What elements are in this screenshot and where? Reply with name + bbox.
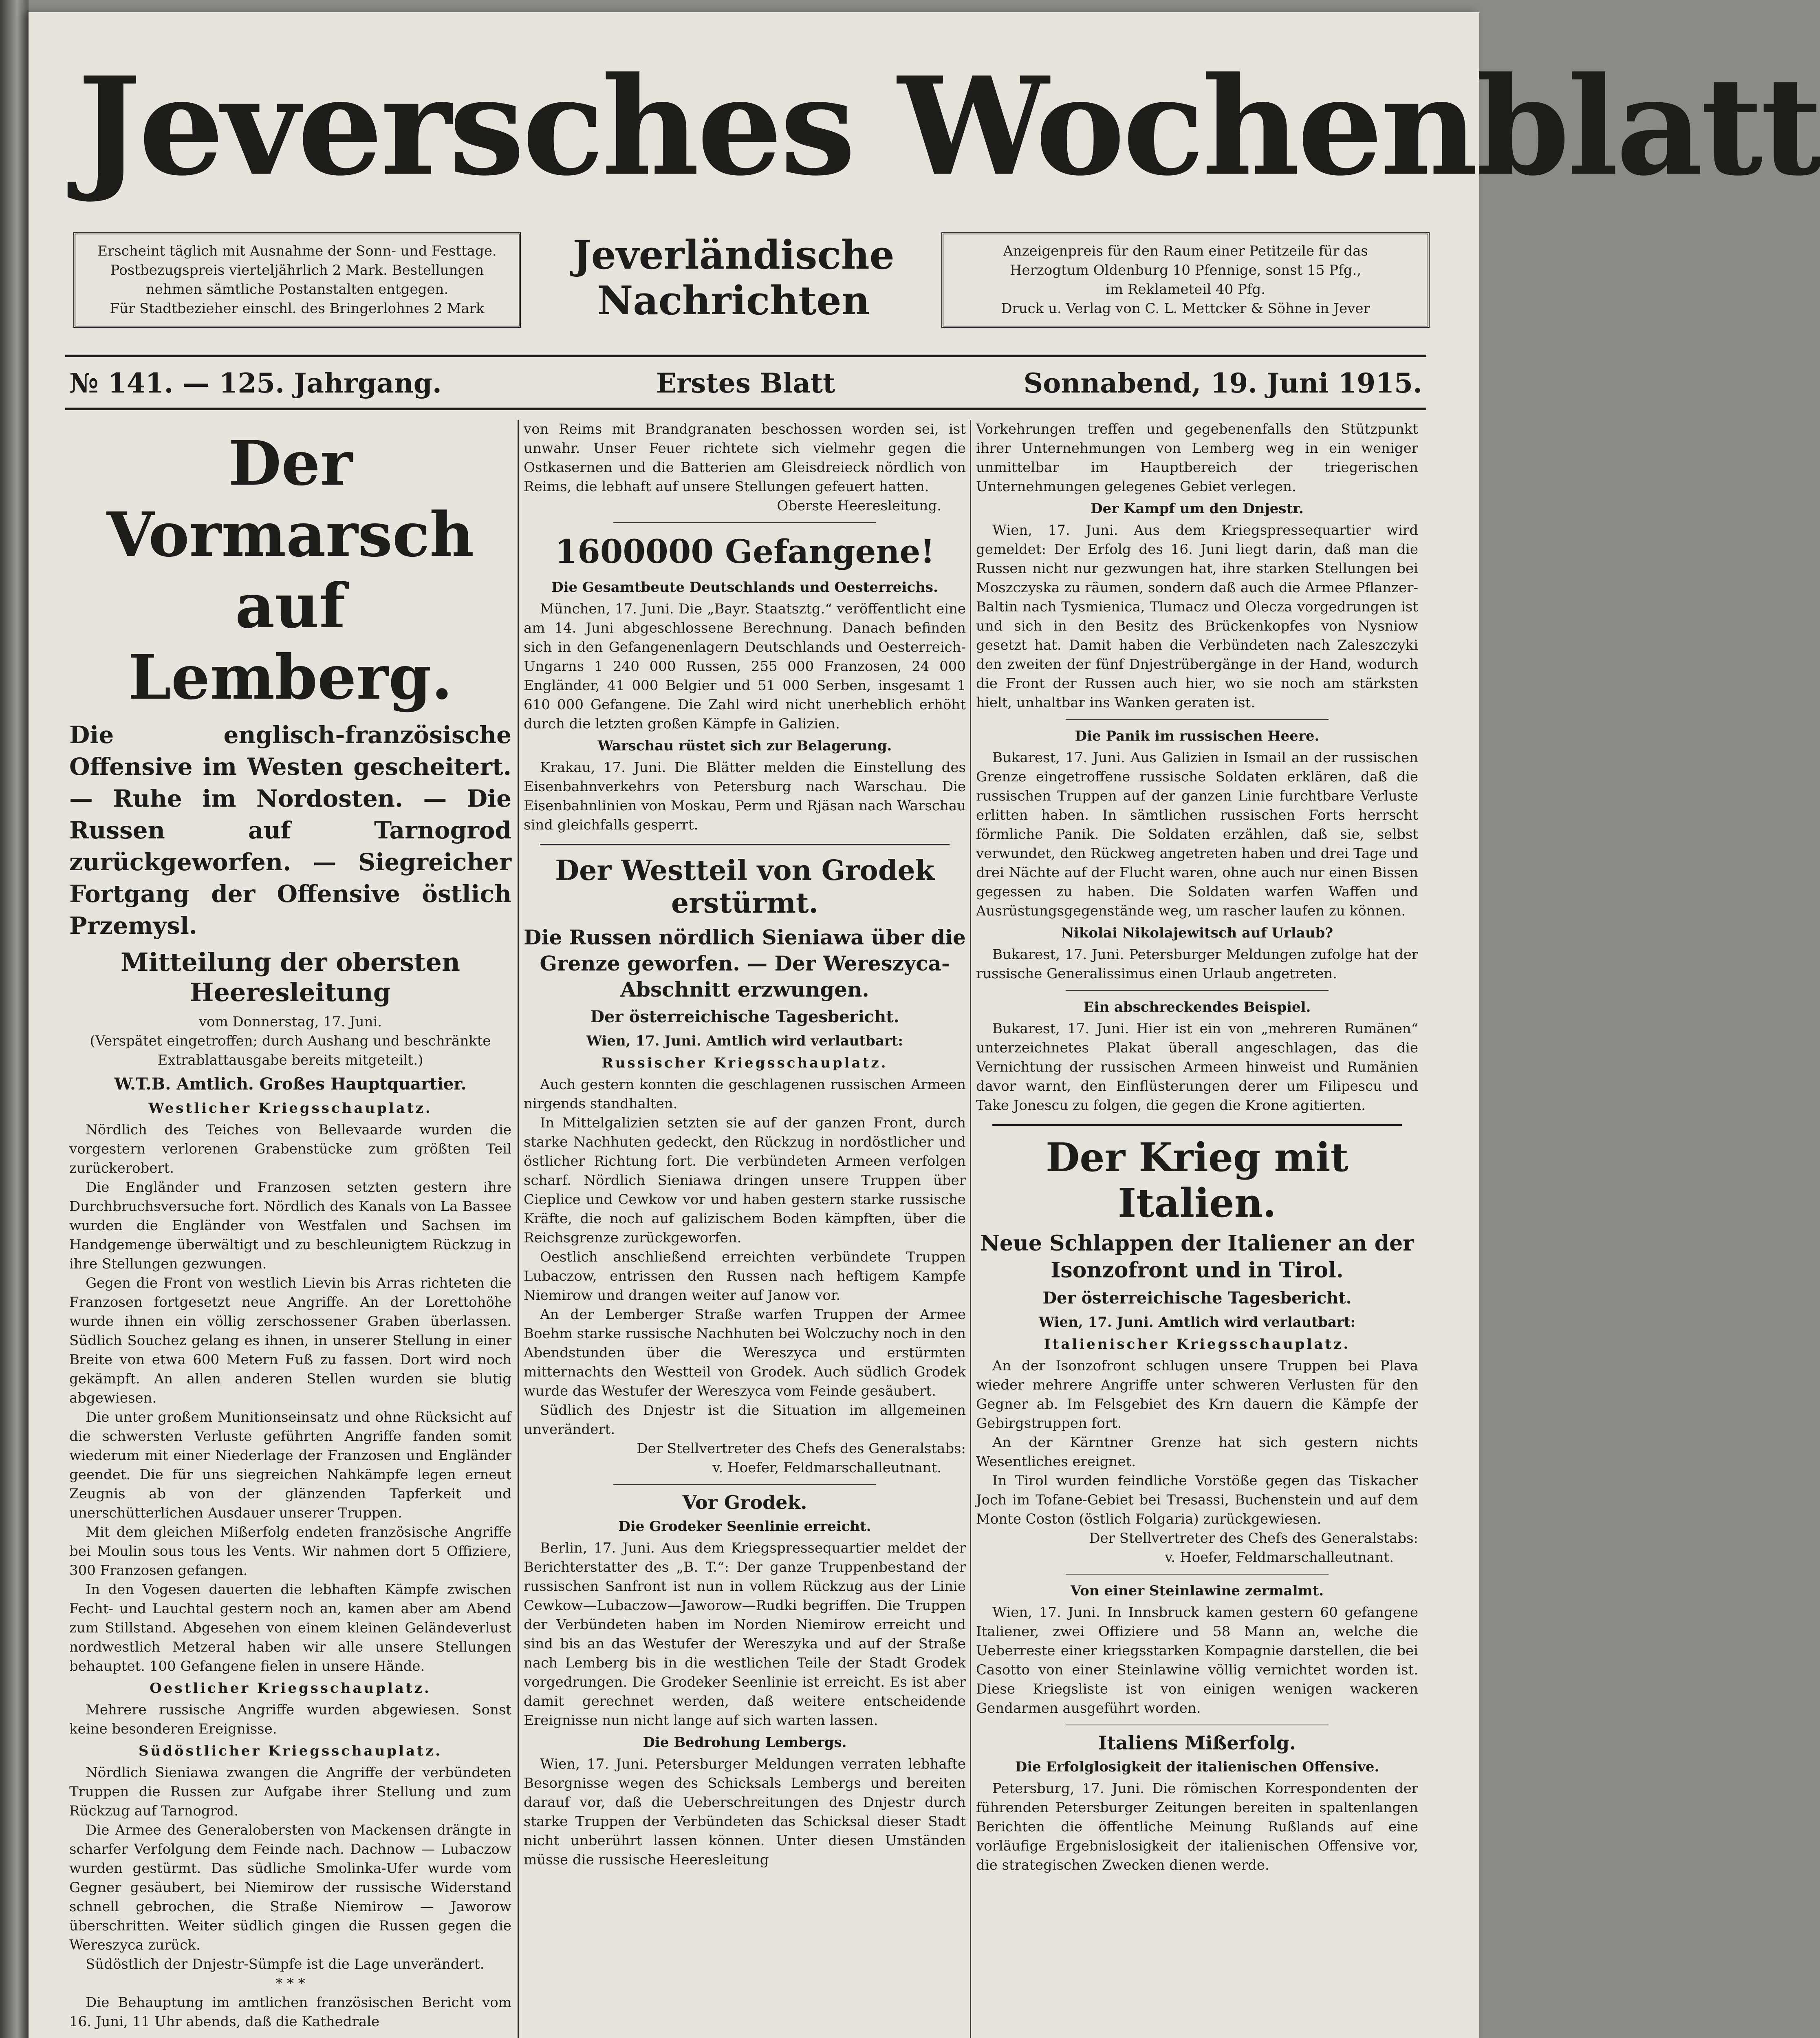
dateline-rule <box>65 408 1426 410</box>
article-headline: 1600000 Gefangene! <box>555 532 935 571</box>
article-paragraph: Auch gestern konnten die geschlagenen russischen Armeen nirgends standhalten. <box>524 1076 966 1112</box>
section-heading: Südöstlicher Kriegsschauplatz. <box>138 1743 443 1759</box>
article-paragraph: In Tirol wurden feindliche Vorstöße gegen das Tiskacher Joch im Tofane-Gebiet bei Tresassi, Buchenstein und auf dem Monte Coston (östlich Folgaria) zurückgewiesen. <box>976 1473 1418 1527</box>
article-paragraph: Wien, 17. Juni. In Innsbruck kamen gestern 60 gefangene Italiener, zwei Offiziere und 58 Mann an, welche die Ueberreste einer kriegsstarken Kompagnie darstellen, die bei Casotto von einer Steinlawine völlig vernichtet worden ist. Diese Kriegsliste ist von einigen wenigen wackeren Gendarmen ausgeführt worden. <box>976 1604 1418 1716</box>
advertising-line: Herzogtum Oldenburg 10 Pfennige, sonst 15 Pfg., <box>1009 262 1362 278</box>
separator <box>613 522 876 523</box>
article-paragraph: Mehrere russische Angriffe wurden abgewiesen. Sonst keine besonderen Ereignisse. <box>69 1702 511 1737</box>
separator <box>1066 990 1329 991</box>
report-title: Der österreichische Tagesbericht. <box>590 1007 899 1026</box>
subscription-line: nehmen sämtliche Postanstalten entgegen. <box>145 281 449 298</box>
section-heading: Italienischer Kriegsschauplatz. <box>1044 1336 1351 1352</box>
dateline <box>69 363 1422 404</box>
signature: Oberste Heeresleitung. <box>777 498 941 514</box>
separator <box>613 1484 876 1485</box>
section-heading: Russischer Kriegsschauplatz. <box>602 1055 888 1071</box>
article-paragraph: Die unter großem Munitionseinsatz und ohne Rücksicht auf die schwersten Verluste geführten Angriffe fanden somit wiederum mit einer Niederlage der Franzosen und Engländer geendet. Die für uns siegreichen Nahkämpfe legen erneut Zeugnis ab von der glänzenden Tapferkeit und unerschütterlichen Ausdauer unserer Truppen. <box>69 1409 511 1521</box>
report-title: Der österreichische Tagesbericht. <box>1042 1288 1352 1308</box>
advertising-line: Druck u. Verlag von C. L. Mettcker & Söhne in Jever <box>1001 300 1370 317</box>
article-headline: Warschau rüstet sich zur Belagerung. <box>597 738 892 754</box>
separator <box>992 1124 1402 1126</box>
subscription-line: Erscheint täglich mit Ausnahme der Sonn- und Festtage. <box>97 243 497 259</box>
newspaper-page <box>29 12 1820 2038</box>
article-paragraph: Nördlich des Teiches von Bellevaarde wurden die vorgestern verlorenen Grabenstücke zum größten Teil zurückerobert. <box>69 1122 511 1176</box>
article-paragraph: Bukarest, 17. Juni. Aus Galizien in Ismail an der russischen Grenze eingetroffene russische Soldaten erklären, daß die russischen Truppen auf der ganzen Linie furchtbare Verluste erlitten haben. In sämtlichen russischen Forts herrscht förmliche Panik. Die Soldaten erzählen, daß sie, selbst verwundet, den Rückweg angetreten haben und drei Tage und drei Nächte auf der Flucht waren, ohne auch nur einen Bissen gegessen zu haben. Die Soldaten warfen Waffen und Ausrüstungsgegenstände weg, um rascher laufen zu können. <box>976 750 1418 919</box>
adjacent-page-edge <box>0 0 29 2038</box>
article-subheadline: Neue Schlappen der Italiener an der Isonzofront und in Tirol. <box>980 1231 1414 1283</box>
article-paragraph: In den Vogesen dauerten die lebhaften Kämpfe zwischen Fecht- und Lauchtal gestern noch an, kamen aber am Abend zum Stillstand. Abgesehen von einem kleinen Geländeverlust nordwestlich Metzeral haben wir alle unsere Stellungen behauptet. 100 Gefangene fielen in unsere Hände. <box>69 1581 511 1674</box>
article-subheadline: Die Gesamtbeute Deutschlands und Oesterreichs. <box>551 579 938 596</box>
section-heading: Oestlicher Kriegsschauplatz. <box>150 1680 431 1696</box>
article-headline: Die Bedrohung Lembergs. <box>643 1734 847 1751</box>
column-divider <box>518 420 519 2038</box>
article-paragraph: Vorkehrungen treffen und gegebenenfalls den Stützpunkt ihrer Unternehmungen von Lemberg weg in ein weniger unmittelbar im Hauptbereich der triegerischen Unternehmungen gelegenes Gebiet verlegen. <box>976 421 1418 495</box>
article-paragraph: Südlich des Dnjestr ist die Situation im allgemeinen unverändert. <box>524 1402 966 1438</box>
advertising-info-box <box>941 232 1430 328</box>
report-source: W.T.B. Amtlich. Großes Hauptquartier. <box>114 1074 467 1094</box>
article-paragraph: In Mittelgalizien setzten sie auf der ganzen Front, durch starke Nachhuten gedeckt, den Rückzug in nordöstlicher und östlicher Richtung fort. Die verbündeten Armeen verfolgen scharf. Nördlich Sieniawa dringen unsere Truppen über Cieplice und Cewkow vor und haben gestern starke russische Kräfte, die noch auf galizischem Boden kämpften, über die Reichsgrenze zurückgeworfen. <box>524 1115 966 1246</box>
issue-date: Sonnabend, 19. Juni 1915. <box>1023 367 1422 399</box>
column-2 <box>524 420 966 2038</box>
article-paragraph: Mit dem gleichen Mißerfolg endeten französische Angriffe bei Moulin sous tous les Vents. Wir nahmen dort 5 Offiziere, 300 Franzosen gefangen. <box>69 1524 511 1579</box>
article-paragraph: Gegen die Front von westlich Lievin bis Arras richteten die Franzosen fortgesetzt neue Angriffe. An der Lorettohöhe wurde ihnen ein völlig zerschossener Graben überlassen. Südlich Souchez gelang es ihnen, in unserer Stellung in einer Breite von etwa 600 Metern Fuß zu fassen. Dort wird noch gekämpft. An allen anderen Stellen wurden sie blutig abgewiesen. <box>69 1275 511 1406</box>
article-paragraph: An der Kärntner Grenze hat sich gestern nichts Wesentliches ereignet. <box>976 1434 1418 1470</box>
article-headline: Nikolai Nikolajewitsch auf Urlaub? <box>1061 925 1333 941</box>
article-paragraph: Oestlich anschließend erreichten verbündete Truppen Lubaczow, entrissen den Russen nach heftigem Kampfe Niemirow und drangen weiter auf Janow vor. <box>524 1249 966 1304</box>
article-headline: Der Kampf um den Dnjestr. <box>1091 501 1304 517</box>
subscription-line: Für Stadtbezieher einschl. des Bringerlohnes 2 Mark <box>110 300 485 317</box>
article-headline: Die Panik im russischen Heere. <box>1075 728 1320 744</box>
report-source: Wien, 17. Juni. Amtlich wird verlautbart: <box>1038 1314 1356 1330</box>
signature: Der Stellvertreter des Chefs des Generalstabs: <box>637 1440 966 1457</box>
masthead-subtitle: Jeverländische Nachrichten <box>573 232 895 324</box>
signature: Der Stellvertreter des Chefs des Generalstabs: <box>1089 1530 1418 1546</box>
advertising-line: im Reklameteil 40 Pfg. <box>1105 281 1266 298</box>
signature: v. Hoefer, Feldmarschalleutnant. <box>712 1460 941 1476</box>
masthead-rule <box>65 355 1426 357</box>
main-lead: Die englisch-französische Offensive im Westen gescheitert. — Ruhe im Nordosten. — Die Russen auf Tarnogrod zurückgeworfen. — Siegreicher Fortgang der Offensive östlich Przemysl. <box>69 721 511 940</box>
article-paragraph: Die Armee des Generalobersten von Mackensen drängte in scharfer Verfolgung dem Feinde nach. Dachnow — Lubaczow wurden gestürmt. Das südliche Smolinka-Ufer wurde vom Gegner gesäubert, bei Niemirow der russische Widerstand schnell gebrochen, die Straße Niemirow — Jaworow überschritten. Weiter südlich gingen die Russen gegen die Wereszyca zurück. <box>69 1822 511 1953</box>
article-paragraph: Bukarest, 17. Juni. Hier ist ein von „mehreren Rumänen“ unterzeichnetes Plakat überall angeschlagen, das die Vernichtung der russischen Armeen hinweist und Rumänien davor warnt, den Einflüsterungen derer um Filipescu und Take Jonescu zu folgen, die gegen die Krone agitierten. <box>976 1021 1418 1114</box>
separator <box>1066 1574 1329 1575</box>
signature: v. Hoefer, Feldmarschalleutnant. <box>1165 1549 1394 1566</box>
article-headline: Der Krieg mit Italien. <box>1046 1134 1348 1226</box>
report-title: Mitteilung der obersten Heeresleitung <box>120 947 461 1007</box>
column-divider <box>970 420 971 2038</box>
article-paragraph: Nördlich Sieniawa zwangen die Angriffe der verbündeten Truppen die Russen zur Aufgabe ihrer Stellung und zum Rückzug auf Tarnogrod. <box>69 1765 511 1819</box>
column-1 <box>69 420 511 2038</box>
sheet-label: Erstes Blatt <box>656 367 835 399</box>
article-paragraph: An der Isonzofront schlugen unsere Truppen bei Plava wieder mehrere Angriffe unter schweren Verlusten für den Gegner ab. Im Felsgebiet des Krn dauern die Kämpfe der Gebirgstruppen fort. <box>976 1358 1418 1431</box>
article-paragraph: Krakau, 17. Juni. Die Blätter melden die Einstellung des Eisenbahnverkehrs von Petersburg nach Warschau. Die Eisenbahnlinien von Moskau, Perm und Rjäsan nach Warschau sind gleichfalls gesperrt. <box>524 759 966 833</box>
article-headline: Von einer Steinlawine zermalmt. <box>1070 1583 1324 1599</box>
report-date: vom Donnerstag, 17. Juni. <box>198 1014 382 1030</box>
article-paragraph: Die Engländer und Franzosen setzten gestern ihre Durchbruchsversuche fort. Nördlich des Kanals von La Bassee wurden die Engländer von Westfalen und Sachsen im Handgemenge überwältigt und zu beschleunigtem Rückzug in ihre Stellungen gezwungen. <box>69 1179 511 1272</box>
article-subheadline: Die Russen nördlich Sieniawa über die Grenze geworfen. — Der Wereszyca-Abschnitt erzwungen. <box>524 925 966 1001</box>
main-headline: Der Vormarsch auf Lemberg. <box>106 428 474 713</box>
article-paragraph: Petersburg, 17. Juni. Die römischen Korrespondenten der führenden Petersburger Zeitungen bereiten in spaltenlangen Berichten die öffentliche Meinung Rußlands auf eine vorläufige Ergebnislosigkeit der italienischen Offensive vor, die strategischen Zwecken dienen werde. <box>976 1780 1418 1873</box>
advertising-line: Anzeigenpreis für den Raum einer Petitzeile für das <box>1003 243 1368 259</box>
article-headline: Ein abschreckendes Beispiel. <box>1083 999 1311 1015</box>
article-headline: Vor Grodek. <box>682 1491 807 1513</box>
subscription-line: Postbezugspreis vierteljährlich 2 Mark. Bestellungen <box>110 262 484 278</box>
article-paragraph: Die Behauptung im amtlichen französischen Bericht vom 16. Juni, 11 Uhr abends, daß die Kathedrale <box>69 1994 511 2030</box>
article-headline: Italiens Mißerfolg. <box>1098 1732 1296 1754</box>
article-headline: Der Westteil von Grodek erstürmt. <box>555 854 934 920</box>
article-subheadline: Die Grodeker Seenlinie erreicht. <box>618 1518 871 1535</box>
issue-number: № 141. — 125. Jahrgang. <box>69 367 442 399</box>
article-paragraph: von Reims mit Brandgranaten beschossen worden sei, ist unwahr. Unser Feuer richtete sich vielmehr gegen die Ostkasernen und die Batterien am Gleisdreieck nördlich von Reims, die lebhaft auf unsere Stellungen gefeuert hatten. <box>524 421 966 495</box>
section-heading: Westlicher Kriegsschauplatz. <box>148 1100 432 1116</box>
article-paragraph: München, 17. Juni. Die „Bayr. Staatsztg.“ veröffentlicht eine am 14. Juni abgeschlossene Berechnung. Danach befinden sich in den Gefangenenlagern Deutschlands und Oesterreich-Ungarns 1 240 000 Russen, 255 000 Franzosen, 24 000 Engländer, 41 000 Belgier und 51 000 Serben, insgesamt 1 610 000 Gefangene. Die Zahl wird nicht unerheblich erhöht durch die letzten großen Kämpfe in Galizien. <box>524 601 966 732</box>
article-paragraph: Wien, 17. Juni. Petersburger Meldungen verraten lebhafte Besorgnisse wegen des Schicksals Lembergs und bereiten darauf vor, daß die Ueberschreitungen des Dnjestr durch starke Truppen der Verbündeten das Schicksal dieser Stadt nicht unberührt lassen können. Unter diesen Umständen müsse die russische Heeresleitung <box>524 1756 966 1868</box>
separator <box>1066 719 1329 720</box>
article-paragraph: Bukarest, 17. Juni. Petersburger Meldungen zufolge hat der russische Generalissimus einen Urlaub angetreten. <box>976 946 1418 982</box>
masthead-title: Jeversches Wochenblatt <box>77 47 1820 205</box>
article-paragraph: Wien, 17. Juni. Aus dem Kriegspressequartier wird gemeldet: Der Erfolg des 16. Juni liegt darin, daß man die Russen nicht nur gezwungen hat, ihre starken Stellungen bei Moszczyska zu räumen, sondern daß auch die Armee Pflanzer-Baltin nach Tysmienica, Tlumacz und Olecza vorgedrungen ist und sich in den Besitz des Brückenkopfes von Nysniow gesetzt hat. Damit haben die Verbündeten nach Zaleszczyki den zweiten der fünf Dnjestrübergänge in der Hand, wodurch die Front der Russen auch hier, wo sie noch am stärksten hielt, unhaltbar ins Wanken geraten ist. <box>976 522 1418 711</box>
separator-stars: * * * <box>275 1975 305 1992</box>
article-paragraph: Südöstlich der Dnjestr-Sümpfe ist die Lage unverändert. <box>86 1956 485 1972</box>
column-3 <box>976 420 1418 2038</box>
separator <box>540 844 950 845</box>
article-paragraph: Berlin, 17. Juni. Aus dem Kriegspressequartier meldet der Berichterstatter des „B. T.“: Der ganze Truppenbestand der russischen Sanfront ist nun in vollem Rückzug aus der Linie Cewkow—Lubaczow—Jaworow—Rudki begriffen. Die Truppen der Verbündeten haben im Norden Niemirow erreicht und sind bis an das Westufer der Wereszyka und auf der Straße nach Lemberg bis in die westlichen Teile der Stadt Grodek vorgedrungen. Die Grodeker Seenlinie ist erreicht. Es ist aber damit gerechnet werden, daß weitere entscheidende Ereignisse nun nicht lange auf sich warten lassen. <box>524 1540 966 1729</box>
article-subheadline: Die Erfolglosigkeit der italienischen Offensive. <box>1015 1759 1379 1775</box>
article-paragraph: An der Lemberger Straße warfen Truppen der Armee Boehm starke russische Nachhuten bei Wolczuchy noch in den Abendstunden über die Wereszyca und erstürmten mitternachts den Westteil von Grodek. Auch südlich Grodek wurde das Westufer der Wereszyca vom Feinde gesäubert. <box>524 1306 966 1399</box>
report-source: Wien, 17. Juni. Amtlich wird verlautbart: <box>586 1033 903 1049</box>
subscription-info-box <box>73 232 521 328</box>
report-note: (Verspätet eingetroffen; durch Aushang und beschränkte Extrablattausgabe bereits mitgeteilt.) <box>90 1033 491 1068</box>
